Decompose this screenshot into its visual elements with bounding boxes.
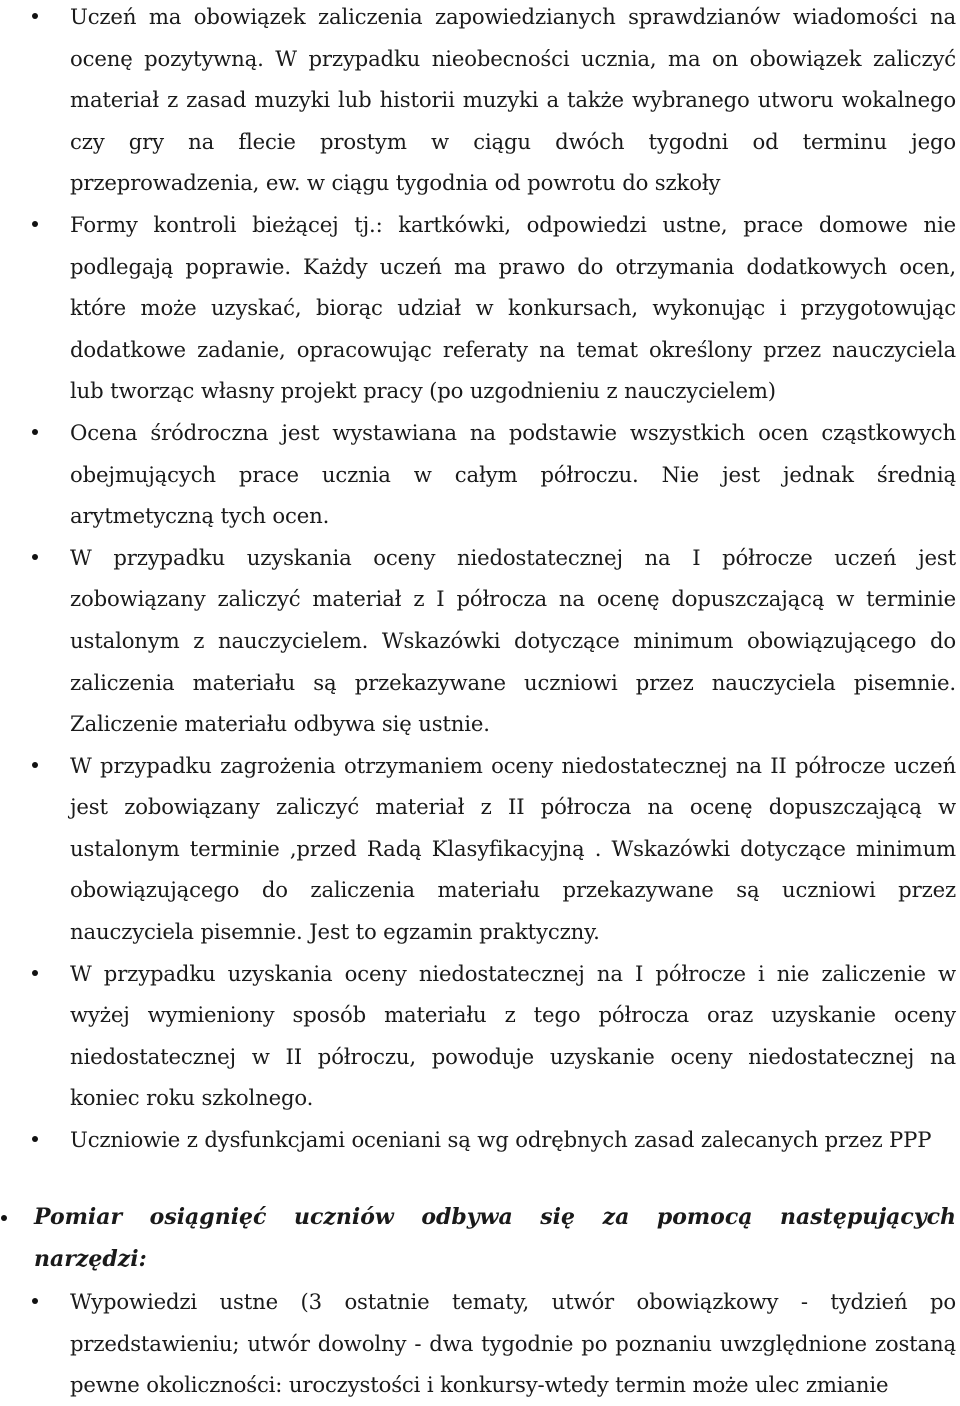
list-item-text: Ocena śródroczna jest wystawiana na podstawie wszystkich ocen cząstkowych obejmujących prace ucznia w całym półroczu. Nie jest jednak średnią arytmetyczną tych ocen.	[70, 419, 956, 529]
section-heading-block	[34, 1197, 956, 1280]
list-item	[70, 1281, 956, 1406]
list-item	[70, 412, 956, 537]
list-item	[70, 1119, 956, 1161]
list-item-text: W przypadku uzyskania oceny niedostatecznej na I półrocze uczeń jest zobowiązany zaliczyć materiał z I półrocza na ocenę dopuszczającą w terminie ustalonym z nauczycielem. Wskazówki dotyczące minimum obowiązującego do zaliczenia materiału są przekazywane uczniowi przez nauczyciela pisemnie. Zaliczenie materiału odbywa się ustnie.	[70, 544, 956, 737]
measurement-tools-list	[70, 1281, 956, 1406]
grading-rules-list	[70, 0, 956, 1161]
list-item-text: W przypadku zagrożenia otrzymaniem oceny niedostatecznej na II półrocze uczeń jest zobowiązany zaliczyć materiał z II półrocza na ocenę dopuszczającą w ustalonym terminie ,przed Radą Klasyfikacyjną . Wskazówki dotyczące minimum obowiązującego do zaliczenia materiału przekazywane są uczniowi przez nauczyciela pisemnie. Jest to egzamin praktyczny.	[70, 752, 956, 945]
list-item	[70, 953, 956, 1119]
list-item-text: Wypowiedzi ustne (3 ostatnie tematy, utwór obowiązkowy - tydzień po przedstawieniu; utwór dowolny - dwa tygodnie po poznaniu uwzględnione zostaną pewne okoliczności: uroczystości i konkursy-wtedy termin może ulec zmianie	[70, 1289, 956, 1398]
list-item-text: Uczniowie z dysfunkcjami oceniani są wg odrębnych zasad zalecanych przez PPP	[70, 1127, 932, 1153]
list-item	[70, 537, 956, 745]
list-item-text: Formy kontroli bieżącej tj.: kartkówki, odpowiedzi ustne, prace domowe nie podlegają poprawie. Każdy uczeń ma prawo do otrzymania dodatkowych ocen, które może uzyskać, biorąc udział w konkursach, wykonując i przygotowując dodatkowe zadanie, opracowując referaty na temat określony przez nauczyciela lub tworząc własny projekt pracy (po uzgodnieniu z nauczycielem)	[70, 211, 956, 404]
list-item	[70, 204, 956, 412]
list-item-text: W przypadku uzyskania oceny niedostatecznej na I półrocze i nie zaliczenie w wyżej wymieniony sposób materiału z tego półrocza oraz uzyskanie oceny niedostatecznej w II półroczu, powoduje uzyskanie oceny niedostatecznej na koniec roku szkolnego.	[70, 960, 956, 1111]
list-item-text: Uczeń ma obowiązek zaliczenia zapowiedzianych sprawdzianów wiadomości na ocenę pozytywną. W przypadku nieobecności ucznia, ma on obowiązek zaliczyć materiał z zasad muzyki lub historii muzyki a także wybranego utworu wokalnego czy gry na flecie prostym w ciągu dwóch tygodni od terminu jego przeprowadzenia, ew. w ciągu tygodnia od powrotu do szkoły	[70, 4, 956, 196]
section-heading	[34, 1197, 956, 1280]
section-heading-text: Pomiar osiągnięć uczniów odbywa się za pomocą następujących narzędzi:	[34, 1204, 956, 1272]
list-item	[70, 745, 956, 953]
list-item	[70, 0, 956, 204]
